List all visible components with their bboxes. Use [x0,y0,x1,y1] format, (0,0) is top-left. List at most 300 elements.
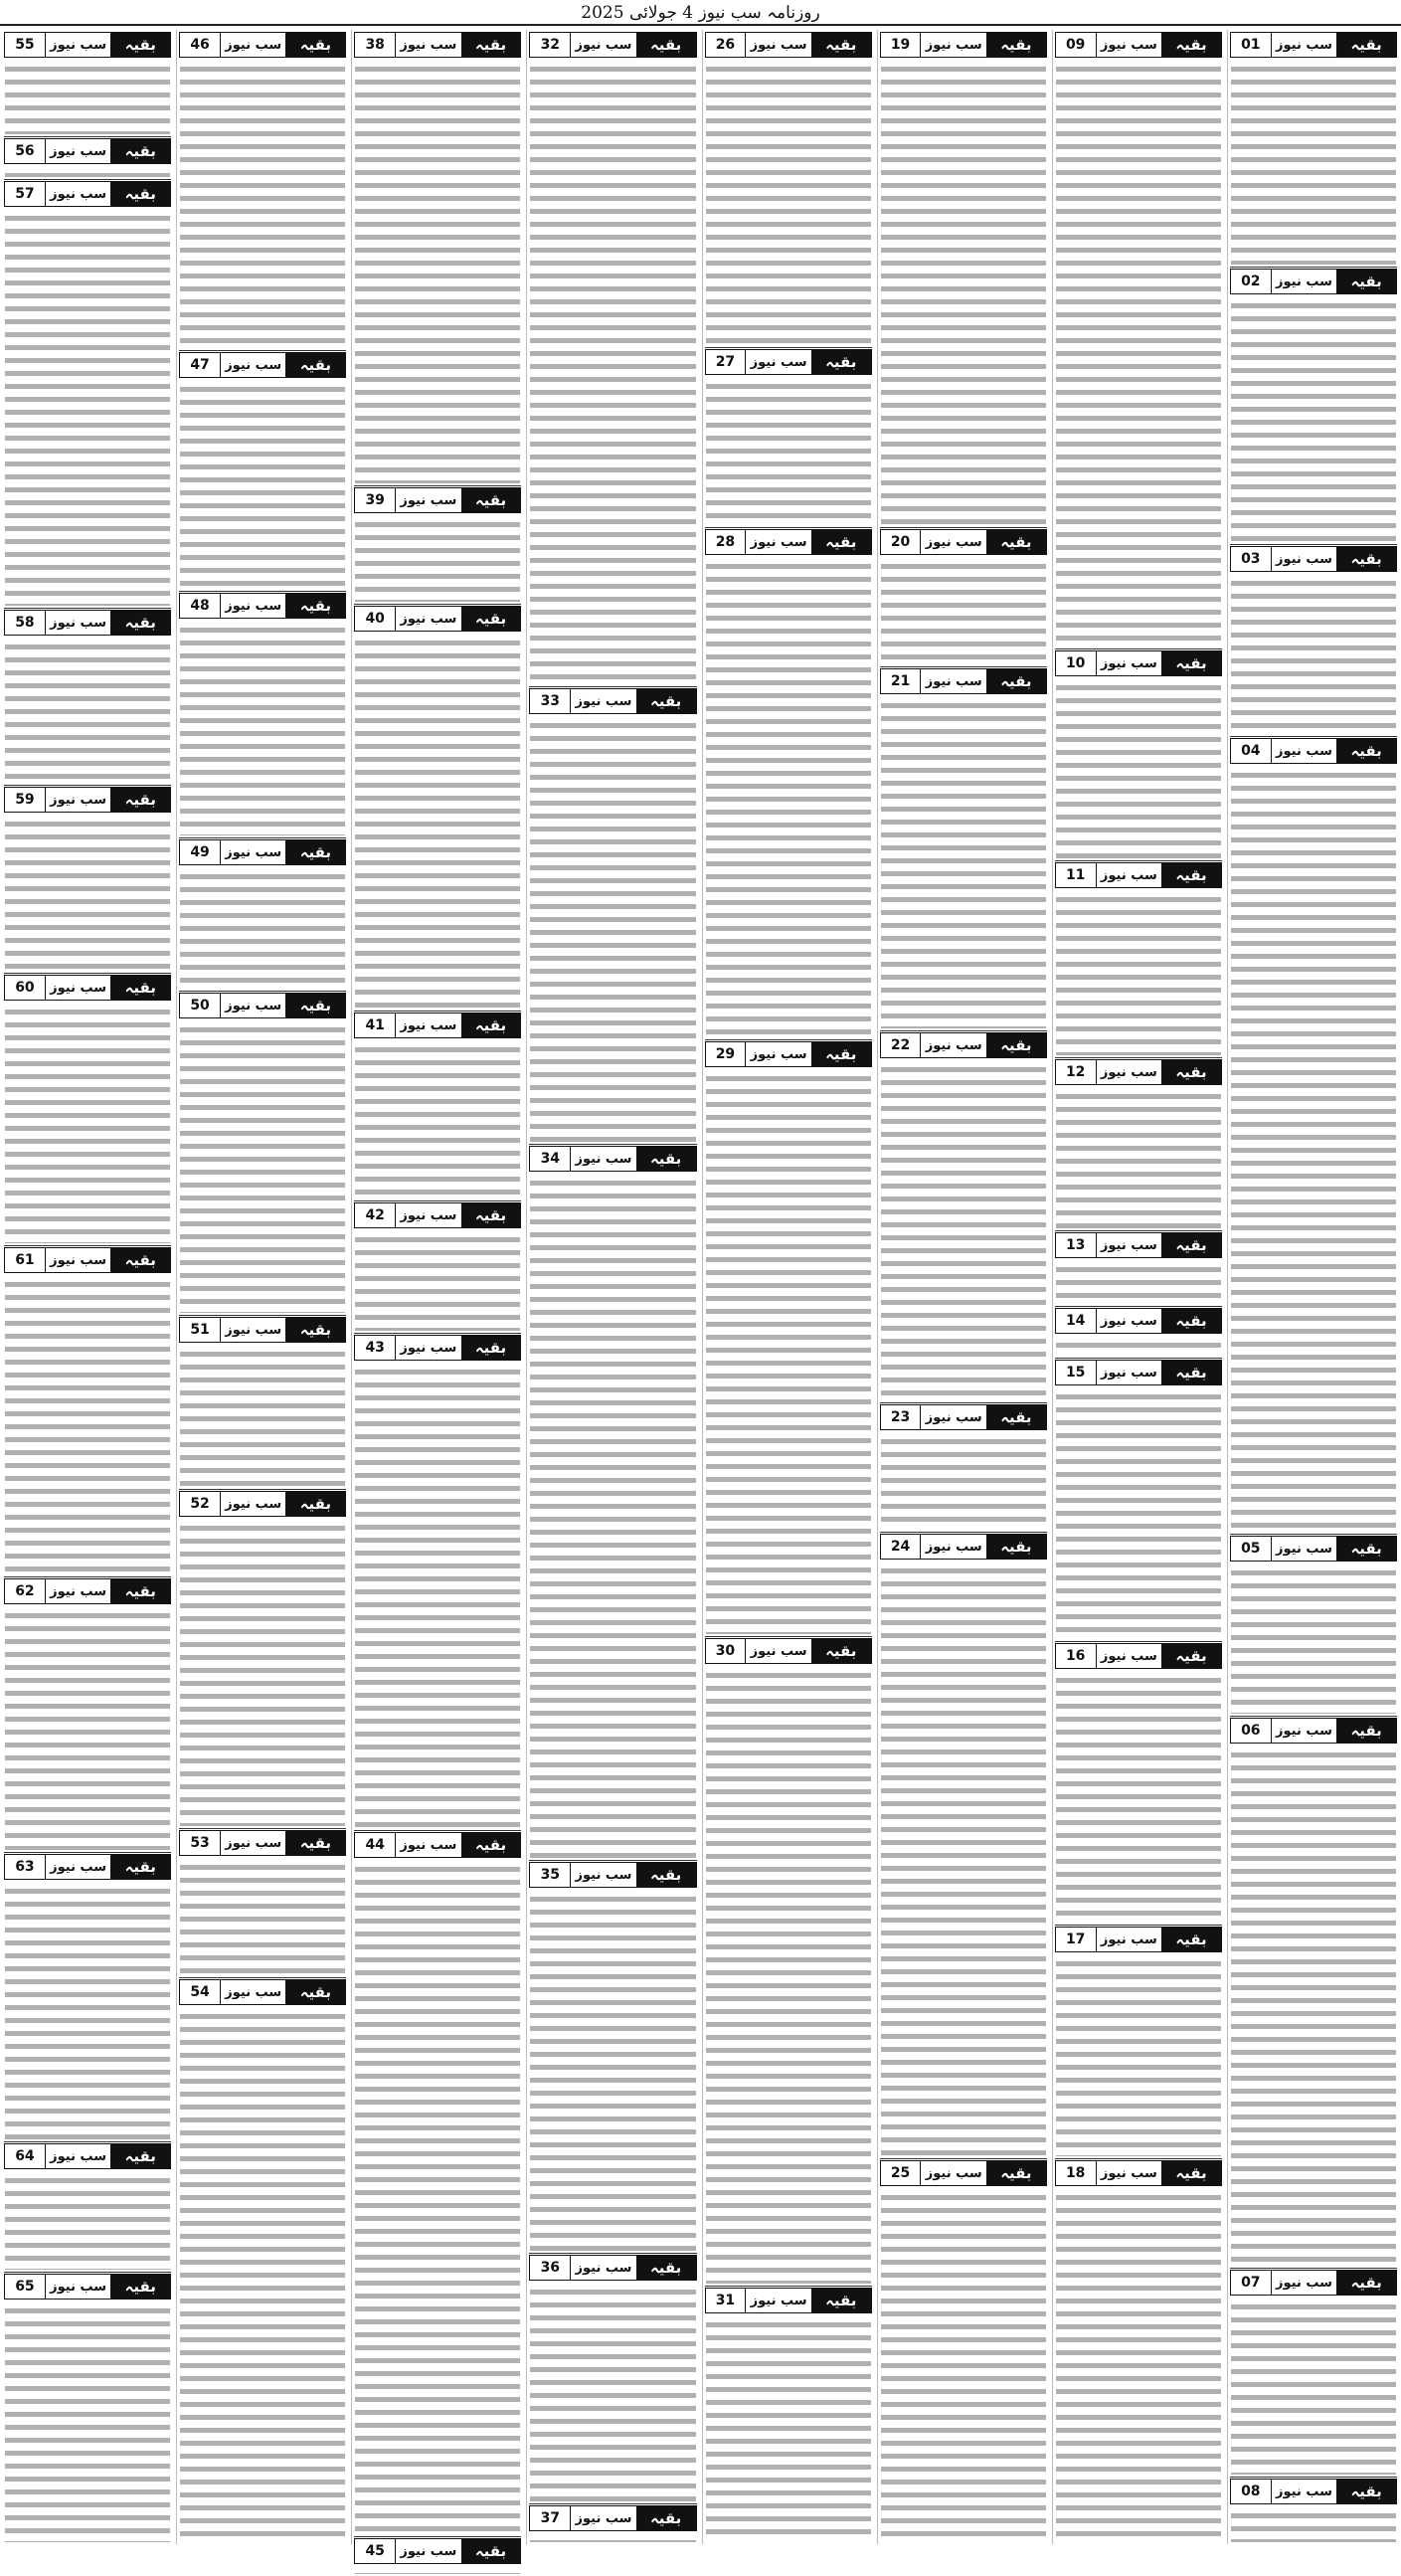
continuation-article-08 [1228,2477,1399,2544]
article-divider [1230,544,1397,545]
continuation-number: 14 [1056,1309,1097,1333]
article-divider [1230,2477,1397,2478]
tag-publication-name: سب نیوز [46,1579,110,1603]
continuation-tag [4,2274,171,2300]
continuation-number: 04 [1231,739,1272,763]
tag-publication-name: سب نیوز [396,488,460,512]
tag-remaining-label: بقیہ [986,1405,1046,1429]
article-body-text [180,63,345,348]
tag-publication-name: سب نیوز [396,1013,460,1037]
article-divider [1230,736,1397,737]
tag-publication-name: سب نیوز [221,1831,285,1855]
continuation-tag [4,610,171,636]
tag-remaining-label: بقیہ [110,182,170,206]
continuation-article-46 [177,30,348,350]
article-body-text [180,1522,345,1826]
tag-remaining-label: بقیہ [110,1248,170,1272]
continuation-tag [1230,32,1397,58]
article-body-text [1231,1748,1396,2266]
tag-remaining-label: بقیہ [1161,1361,1221,1384]
tag-remaining-label: بقیہ [110,1579,170,1603]
continuation-article-38 [352,30,523,485]
continuation-article-14 [1053,1306,1224,1358]
continuation-tag [179,1491,346,1517]
article-body-text [530,1177,695,1858]
tag-publication-name: سب نیوز [221,1492,285,1516]
article-body-text [530,63,695,684]
continuation-tag [1230,2479,1397,2504]
article-divider [1055,2158,1222,2159]
continuation-number: 20 [881,530,922,554]
tag-publication-name: سب نیوز [1272,547,1336,571]
continuation-number: 02 [1231,270,1272,293]
continuation-number: 03 [1231,547,1272,571]
continuation-article-16 [1053,1641,1224,1925]
tag-publication-name: سب نیوز [396,2539,460,2563]
tag-remaining-label: بقیہ [986,1033,1046,1057]
continuation-article-52 [177,1489,348,1828]
article-body-text [5,2174,170,2270]
continuation-number: 15 [1056,1361,1097,1384]
continuation-number: 61 [5,1248,46,1272]
article-divider [880,1030,1047,1031]
article-body-text [1231,299,1396,542]
article-body-text [1056,1390,1221,1639]
continuation-number: 12 [1056,1060,1097,1084]
continuation-number: 34 [530,1147,571,1171]
continuation-number: 45 [355,2539,396,2563]
continuation-number: 19 [881,33,922,57]
article-body-text [1056,1090,1221,1228]
article-body-text [5,63,170,134]
column-5 [526,30,698,2544]
continuation-tag [1055,1232,1222,1258]
continuation-number: 05 [1231,1537,1272,1561]
tag-remaining-label: بقیہ [811,530,871,554]
tag-remaining-label: بقیہ [110,139,170,163]
continuation-tag [1055,32,1222,58]
article-body-text [706,1072,871,1634]
article-divider [4,2141,171,2142]
article-body-text [530,1893,695,2251]
tag-publication-name: سب نیوز [396,1203,460,1227]
continuation-tag [4,32,171,58]
article-divider [705,2286,872,2287]
article-body-text [180,1348,345,1487]
continuation-tag [179,839,346,865]
continuation-tag [4,1578,171,1604]
article-body-text [1056,63,1221,646]
continuation-article-29 [703,1039,874,1636]
continuation-number: 28 [706,530,747,554]
continuation-article-54 [177,1977,348,2544]
column-8 [2,30,173,2544]
continuation-tag [179,1317,346,1343]
continuation-number: 27 [706,350,747,374]
tag-publication-name: سب نیوز [746,2289,810,2312]
continuation-article-27 [703,347,874,527]
continuation-tag [4,181,171,207]
continuation-tag [1230,269,1397,294]
tag-publication-name: سب نیوز [46,2144,110,2168]
article-divider [4,1852,171,1853]
continuation-tag [4,2143,171,2169]
tag-remaining-label: بقیہ [986,1535,1046,1559]
tag-publication-name: سب نیوز [921,1535,985,1559]
continuation-number: 29 [706,1042,747,1066]
continuation-article-30 [703,1636,874,2286]
tag-publication-name: سب نیوز [46,976,110,1000]
continuation-tag [1230,546,1397,572]
continuation-tag [4,1854,171,1880]
article-body-text [5,1609,170,1850]
tag-remaining-label: بقیہ [285,840,345,864]
continuation-article-34 [527,1144,698,1860]
continuation-article-60 [2,973,173,1245]
tag-remaining-label: بقیہ [1336,270,1396,293]
article-body-text [180,624,345,835]
continuation-article-44 [352,1830,523,2536]
article-body-text [1056,1957,1221,2156]
article-divider [1230,2268,1397,2269]
article-body-text [881,1564,1046,2156]
continuation-number: 13 [1056,1233,1097,1257]
continuation-tag [1055,1360,1222,1385]
article-body-text [881,560,1046,664]
continuation-tag [529,1146,696,1172]
continuation-tag [1055,862,1222,888]
tag-publication-name: سب نیوز [571,689,635,713]
continuation-number: 21 [881,669,922,693]
continuation-article-50 [177,991,348,1315]
continuation-article-42 [352,1200,523,1333]
continuation-number: 38 [355,33,396,57]
tag-remaining-label: بقیہ [636,689,696,713]
tag-publication-name: سب نیوز [1097,1233,1161,1257]
tag-publication-name: سب نیوز [746,33,810,57]
continuation-article-35 [527,1860,698,2253]
continuation-article-61 [2,1245,173,1576]
tag-remaining-label: بقیہ [636,33,696,57]
continuation-article-26 [703,30,874,347]
continuation-number: 44 [355,1833,396,1857]
continuation-number: 33 [530,689,571,713]
tag-remaining-label: بقیہ [986,2161,1046,2185]
continuation-number: 11 [1056,863,1097,887]
continuation-article-09 [1053,30,1224,648]
tag-remaining-label: بقیہ [461,2539,521,2563]
continuation-tag [1055,1308,1222,1334]
article-divider [1055,1641,1222,1642]
article-divider [179,1489,346,1490]
article-divider [4,1576,171,1577]
continuation-article-13 [1053,1230,1224,1306]
article-body-text [1056,2191,1221,2542]
tag-remaining-label: بقیہ [461,1336,521,1360]
continuation-article-23 [878,1402,1049,1532]
article-body-text [180,383,345,589]
article-divider [4,608,171,609]
tag-remaining-label: بقیہ [285,594,345,618]
continuation-tag [179,352,346,378]
continuation-tag [179,1979,346,2005]
continuation-article-39 [352,485,523,604]
continuation-article-57 [2,179,173,608]
article-divider [529,1144,696,1145]
article-divider [354,1011,521,1012]
tag-publication-name: سب نیوز [1097,863,1161,887]
tag-publication-name: سب نیوز [921,669,985,693]
continuation-article-22 [878,1030,1049,1402]
article-body-text [5,169,170,177]
tag-remaining-label: بقیہ [285,33,345,57]
continuation-tag [1055,1927,1222,1952]
article-divider [179,837,346,838]
tag-remaining-label: بقیہ [811,33,871,57]
article-body-text [706,560,871,1037]
continuation-article-41 [352,1011,523,1200]
tag-remaining-label: بقیہ [461,1013,521,1037]
continuation-article-64 [2,2141,173,2272]
continuation-tag [880,2160,1047,2186]
article-divider [1230,1716,1397,1717]
tag-remaining-label: بقیہ [1161,1928,1221,1951]
article-divider [1230,1534,1397,1535]
tag-publication-name: سب نیوز [46,1855,110,1879]
article-body-text [355,63,520,483]
article-divider [4,785,171,786]
continuation-article-17 [1053,1925,1224,2158]
tag-publication-name: سب نیوز [46,33,110,57]
article-divider [4,179,171,180]
tag-publication-name: سب نیوز [221,994,285,1017]
continuation-article-12 [1053,1057,1224,1230]
tag-remaining-label: بقیہ [1336,547,1396,571]
continuation-number: 65 [5,2275,46,2299]
tag-remaining-label: بقیہ [285,1318,345,1342]
continuation-tag [529,688,696,714]
continuation-tag [1055,650,1222,676]
tag-publication-name: سب نیوز [46,1248,110,1272]
article-body-text [706,380,871,525]
article-divider [179,1828,346,1829]
tag-remaining-label: بقیہ [1161,33,1221,57]
article-divider [1055,1925,1222,1926]
continuation-number: 63 [5,1855,46,1879]
continuation-number: 55 [5,33,46,57]
tag-remaining-label: بقیہ [285,1980,345,2004]
continuation-tag [354,1335,521,1361]
tag-remaining-label: بقیہ [636,2506,696,2530]
tag-remaining-label: بقیہ [285,1831,345,1855]
tag-remaining-label: بقیہ [811,1639,871,1663]
article-divider [880,527,1047,528]
article-divider [4,2272,171,2273]
continuation-number: 17 [1056,1928,1097,1951]
tag-publication-name: سب نیوز [46,2275,110,2299]
continuation-tag [529,1862,696,1888]
tag-remaining-label: بقیہ [1161,1309,1221,1333]
article-body-text [1056,1339,1221,1356]
continuation-number: 18 [1056,2161,1097,2185]
article-body-text [1231,577,1396,734]
tag-publication-name: سب نیوز [1097,651,1161,675]
tag-publication-name: سب نیوز [46,611,110,635]
tag-remaining-label: بقیہ [811,350,871,374]
continuation-tag [354,487,521,513]
continuation-tag [1230,1718,1397,1744]
continuation-number: 32 [530,33,571,57]
article-body-text [530,719,695,1142]
continuation-tag [705,349,872,375]
tag-remaining-label: بقیہ [1161,1644,1221,1668]
continuation-tag [179,593,346,619]
article-divider [4,973,171,974]
continuation-tag [354,32,521,58]
continuation-number: 57 [5,182,46,206]
continuation-number: 26 [706,33,747,57]
article-body-text [5,641,170,783]
tag-remaining-label: بقیہ [986,33,1046,57]
tag-publication-name: سب نیوز [921,2161,985,2185]
tag-publication-name: سب نیوز [921,1405,985,1429]
continuation-tag [179,993,346,1018]
tag-publication-name: سب نیوز [571,1147,635,1171]
continuation-number: 35 [530,1863,571,1887]
continuation-tag [880,529,1047,555]
continuation-article-20 [878,527,1049,666]
tag-remaining-label: بقیہ [110,976,170,1000]
tag-remaining-label: بقیہ [110,2275,170,2299]
article-divider [705,1636,872,1637]
tag-publication-name: سب نیوز [1272,1719,1336,1743]
article-divider [1055,1306,1222,1307]
continuation-article-04 [1228,736,1399,1534]
tag-publication-name: سب نیوز [746,1042,810,1066]
continuation-number: 47 [180,353,221,377]
continuation-number: 58 [5,611,46,635]
article-divider [529,2253,696,2254]
continuation-number: 24 [881,1535,922,1559]
article-divider [354,485,521,486]
column-7 [176,30,348,2544]
article-divider [179,350,346,351]
tag-remaining-label: بقیہ [110,33,170,57]
article-body-text [5,212,170,606]
continuation-article-19 [878,30,1049,527]
continuation-tag [705,1041,872,1067]
article-divider [1230,267,1397,268]
tag-publication-name: سب نیوز [1097,33,1161,57]
continuation-article-31 [703,2286,874,2544]
continuation-article-40 [352,604,523,1011]
article-divider [179,1315,346,1316]
article-divider [1055,1057,1222,1058]
article-divider [880,1532,1047,1533]
continuation-article-07 [1228,2268,1399,2477]
article-body-text [355,637,520,1009]
continuation-tag [179,32,346,58]
continuation-article-28 [703,527,874,1039]
continuation-number: 37 [530,2506,571,2530]
continuation-tag [354,1832,521,1858]
continuation-article-37 [527,2503,698,2544]
continuation-tag [529,2255,696,2281]
continuation-article-18 [1053,2158,1224,2544]
article-divider [529,2503,696,2504]
tag-remaining-label: بقیہ [285,994,345,1017]
tag-publication-name: سب نیوز [1097,1060,1161,1084]
tag-publication-name: سب نیوز [746,530,810,554]
article-body-text [1231,2300,1396,2475]
continuation-number: 43 [355,1336,396,1360]
continuation-article-10 [1053,648,1224,860]
tag-publication-name: سب نیوز [1097,1928,1161,1951]
article-divider [4,1245,171,1246]
article-body-text [355,1863,520,2534]
tag-publication-name: سب نیوز [746,1639,810,1663]
tag-publication-name: سب نیوز [1272,2480,1336,2503]
article-body-text [180,1023,345,1313]
tag-remaining-label: بقیہ [811,2289,871,2312]
tag-remaining-label: بقیہ [986,530,1046,554]
tag-remaining-label: بقیہ [1161,863,1221,887]
tag-publication-name: سب نیوز [221,33,285,57]
article-divider [354,1830,521,1831]
continuation-tag [529,2505,696,2531]
continuation-tag [354,606,521,632]
continuation-tag [705,32,872,58]
continuation-number: 48 [180,594,221,618]
article-body-text [355,518,520,602]
tag-publication-name: سب نیوز [571,1863,635,1887]
continuation-number: 50 [180,994,221,1017]
tag-remaining-label: بقیہ [636,1863,696,1887]
continuation-number: 10 [1056,651,1097,675]
tag-publication-name: سب نیوز [46,788,110,812]
page-title: روزنامہ سب نیوز 4 جولائی 2025 [581,2,820,23]
continuation-article-53 [177,1828,348,1977]
tag-publication-name: سب نیوز [396,33,460,57]
tag-publication-name: سب نیوز [571,2506,635,2530]
continuation-tag [1055,2160,1222,2186]
tag-remaining-label: بقیہ [285,1492,345,1516]
article-body-text [355,1043,520,1198]
tag-remaining-label: بقیہ [1336,2480,1396,2503]
continuation-number: 41 [355,1013,396,1037]
continuation-number: 49 [180,840,221,864]
continuation-article-25 [878,2158,1049,2544]
tag-publication-name: سب نیوز [571,2256,635,2280]
article-divider [179,991,346,992]
article-body-text [1231,769,1396,1532]
continuation-tag [1055,1643,1222,1669]
continuation-number: 54 [180,1980,221,2004]
continuation-number: 31 [706,2289,747,2312]
continuation-tag [880,1404,1047,1430]
tag-publication-name: سب نیوز [1097,2161,1161,2185]
continuation-number: 60 [5,976,46,1000]
article-body-text [5,1278,170,1574]
article-body-text [355,2569,520,2574]
continuation-article-11 [1053,860,1224,1057]
tag-remaining-label: بقیہ [811,1042,871,1066]
continuation-article-65 [2,2272,173,2544]
tag-publication-name: سب نیوز [1272,2271,1336,2295]
article-body-text [1056,1263,1221,1304]
continuation-number: 52 [180,1492,221,1516]
article-body-text [706,63,871,345]
